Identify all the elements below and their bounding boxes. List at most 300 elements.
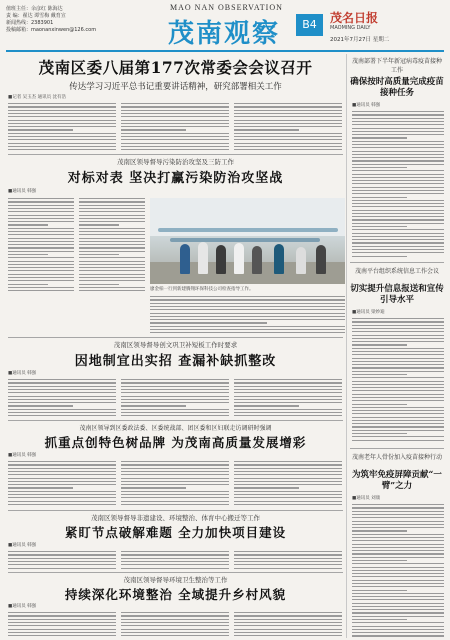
- body-text-line: [8, 478, 116, 479]
- body-text-line: [121, 615, 229, 616]
- body-text-line: [352, 521, 444, 522]
- body-text-line: [234, 615, 342, 616]
- body-text-line: [8, 491, 116, 492]
- photo-person: [274, 244, 284, 274]
- body-text-line: [8, 241, 74, 242]
- body-text-line: [121, 461, 229, 462]
- body-text-line: [121, 629, 229, 630]
- body-text-line: [234, 106, 342, 107]
- body-text-line: [8, 143, 116, 144]
- body-text-line: [352, 567, 444, 568]
- right-story1-kicker: 茂南部署下半年新冠病毒疫苗接种工作: [351, 58, 442, 74]
- body-text-line: [234, 392, 342, 393]
- body-text-line: [352, 239, 444, 240]
- body-text-line: [8, 484, 116, 485]
- body-text-line: [121, 501, 229, 502]
- body-text-line: [234, 415, 342, 416]
- body-text-line: [8, 558, 116, 559]
- right-story2-kicker: 茂南平台组织系统信息工作会议: [354, 268, 439, 275]
- right-story1-headline: 确保按时高质量完成疫苗接种任务: [350, 77, 444, 98]
- body-text-line: [8, 568, 116, 569]
- body-text-line: [79, 270, 145, 271]
- body-text-line: [352, 170, 444, 171]
- body-text-line: [79, 257, 145, 258]
- body-text-line: [352, 514, 444, 515]
- body-text-line: [121, 564, 229, 565]
- body-text-line: [352, 213, 444, 214]
- body-text-line: [352, 223, 444, 224]
- body-text-line: [352, 517, 444, 518]
- story3-byline: ■通讯员 韩强: [8, 371, 37, 376]
- body-text-line: [121, 619, 229, 620]
- body-text-line: [352, 426, 444, 427]
- body-text-line: [234, 464, 342, 465]
- body-text-line: [234, 564, 342, 565]
- body-text-line: [234, 468, 342, 469]
- body-text-line: [121, 478, 229, 479]
- body-text-line: [8, 264, 74, 265]
- body-text-line: [352, 377, 444, 378]
- body-text-line: [8, 116, 116, 117]
- story2-body-col2: [79, 196, 145, 292]
- section-divider: [8, 154, 343, 155]
- body-text-line: [8, 280, 74, 281]
- body-text-line: [352, 384, 444, 385]
- body-text-line: [8, 635, 116, 636]
- right-story3-body: [352, 502, 444, 638]
- body-text-line: [121, 497, 229, 498]
- body-text-line: [8, 612, 116, 613]
- body-text-line: [8, 201, 74, 202]
- body-text-line: [352, 193, 444, 194]
- story5-headline: 紧盯节点破解难题 全力加快项目建设: [64, 525, 287, 540]
- body-text-line: [352, 141, 444, 142]
- body-text-line: [234, 133, 342, 134]
- body-text-line: [352, 603, 444, 604]
- body-text-line: [352, 590, 407, 591]
- body-text-line: [234, 143, 342, 144]
- news-photo: [150, 198, 345, 284]
- editors-info: [6, 6, 96, 34]
- story5-body-col1: [8, 549, 116, 569]
- body-text-line: [79, 241, 145, 242]
- body-text-line: [352, 511, 444, 512]
- body-text-line: [352, 233, 444, 234]
- body-text-line: [8, 468, 116, 469]
- body-text-line: [121, 568, 229, 569]
- body-text-line: [234, 494, 342, 495]
- body-text-line: [121, 133, 229, 134]
- body-text-line: [352, 118, 444, 119]
- body-text-line: [234, 409, 342, 410]
- lead-headline: 茂南区委八届第177次常委会会议召开: [38, 58, 313, 77]
- body-text-line: [352, 440, 444, 441]
- body-text-line: [234, 501, 342, 502]
- body-text-line: [8, 146, 116, 147]
- body-text-line: [234, 568, 342, 569]
- body-text-line: [79, 287, 145, 288]
- body-text-line: [352, 219, 444, 220]
- body-text-line: [8, 284, 48, 285]
- body-text-line: [352, 200, 444, 201]
- body-text-line: [121, 487, 186, 488]
- body-text-line: [234, 474, 342, 475]
- body-text-line: [234, 461, 342, 462]
- body-text-line: [234, 139, 342, 140]
- body-text-line: [121, 382, 229, 383]
- body-text-line: [352, 430, 444, 431]
- body-text-line: [234, 612, 342, 613]
- body-text-line: [234, 402, 342, 403]
- newspaper-logo: 茂名日报: [330, 11, 379, 25]
- body-text-line: [8, 110, 116, 111]
- body-text-line: [352, 338, 444, 339]
- body-text-line: [352, 423, 444, 424]
- body-text-line: [79, 224, 119, 225]
- body-text-line: [352, 534, 444, 535]
- body-text-line: [121, 113, 229, 114]
- body-text-line: [234, 123, 342, 124]
- body-text-line: [234, 484, 342, 485]
- body-text-line: [8, 625, 116, 626]
- body-text-line: [8, 208, 74, 209]
- body-text-line: [8, 244, 74, 245]
- body-text-line: [352, 236, 444, 237]
- body-text-line: [121, 103, 229, 104]
- body-text-line: [79, 234, 145, 235]
- body-text-line: [121, 386, 229, 387]
- story5-byline: ■通讯员 韩强: [8, 543, 37, 548]
- section-divider: [8, 572, 343, 573]
- editors-line: 投稿邮箱：maonanxinwen@126.com: [6, 27, 97, 33]
- body-text-line: [8, 257, 74, 258]
- body-text-line: [352, 557, 444, 558]
- body-text-line: [352, 507, 444, 508]
- body-text-line: [8, 221, 74, 222]
- photo-person: [296, 247, 306, 274]
- body-text-line: [352, 206, 444, 207]
- body-text-line: [8, 103, 116, 104]
- photo-person: [252, 246, 262, 274]
- body-text-line: [79, 247, 145, 248]
- body-text-line: [352, 121, 444, 122]
- body-text-line: [8, 471, 116, 472]
- body-text-line: [352, 229, 444, 230]
- body-text-line: [352, 410, 444, 411]
- body-text-line: [8, 561, 116, 562]
- body-text-line: [121, 146, 229, 147]
- body-text-line: [121, 110, 229, 111]
- photo-pipe: [170, 238, 320, 242]
- body-text-line: [8, 501, 116, 502]
- body-text-line: [121, 389, 229, 390]
- body-text-line: [150, 332, 345, 333]
- body-text-line: [234, 146, 342, 147]
- page-number-badge: B4: [296, 14, 323, 36]
- right-story2-headline: 切实提升信息报送和宣传引导水平: [350, 284, 444, 305]
- body-text-line: [150, 319, 345, 320]
- body-text-line: [352, 157, 444, 158]
- body-text-line: [8, 129, 73, 130]
- body-text-line: [8, 198, 74, 199]
- editors-line: 新闻热线：2383901: [6, 20, 54, 26]
- body-text-line: [8, 211, 74, 212]
- body-text-line: [8, 494, 116, 495]
- body-text-line: [352, 331, 444, 332]
- body-text-line: [352, 249, 444, 250]
- body-text-line: [352, 413, 444, 414]
- body-text-line: [8, 113, 116, 114]
- story5-kicker: 茂南区领导督导非遗建设、环境整治、体育中心搬迁等工作: [91, 514, 260, 522]
- body-text-line: [352, 190, 444, 191]
- issue-date: 2021年7月27日 星期二: [330, 37, 390, 43]
- body-text-line: [352, 417, 444, 418]
- body-text-line: [352, 114, 444, 115]
- body-text-line: [352, 374, 407, 375]
- body-text-line: [8, 409, 116, 410]
- body-text-line: [150, 299, 345, 300]
- body-text-line: [8, 123, 116, 124]
- body-text-line: [234, 625, 342, 626]
- body-text-line: [352, 154, 444, 155]
- body-text-line: [234, 382, 342, 383]
- body-text-line: [234, 471, 342, 472]
- body-text-line: [79, 267, 145, 268]
- body-text-line: [150, 313, 345, 314]
- body-text-line: [352, 612, 444, 613]
- story5-body-col3: [234, 549, 342, 569]
- body-text-line: [234, 619, 342, 620]
- body-text-line: [79, 198, 145, 199]
- masthead-divider: [6, 50, 444, 52]
- body-text-line: [352, 524, 444, 525]
- body-text-line: [79, 274, 145, 275]
- body-text-line: [8, 629, 116, 630]
- body-text-line: [8, 474, 116, 475]
- body-text-line: [234, 129, 299, 130]
- body-text-line: [234, 136, 342, 137]
- story4-body-col2: [121, 459, 229, 507]
- body-text-line: [234, 386, 342, 387]
- body-text-line: [234, 551, 342, 552]
- body-text-line: [79, 264, 145, 265]
- right-story1-byline: ■通讯员 韩强: [352, 103, 381, 108]
- body-text-line: [352, 400, 444, 401]
- body-text-line: [121, 116, 229, 117]
- body-text-line: [121, 551, 229, 552]
- body-text-line: [352, 583, 444, 584]
- body-text-line: [352, 344, 407, 345]
- body-text-line: [79, 205, 145, 206]
- section-divider: [8, 510, 343, 511]
- body-text-line: [121, 471, 229, 472]
- body-text-line: [8, 238, 74, 239]
- body-text-line: [8, 554, 116, 555]
- body-text-line: [8, 267, 74, 268]
- body-text-line: [234, 113, 342, 114]
- body-text-line: [8, 126, 116, 127]
- body-text-line: [8, 290, 74, 291]
- body-text-line: [121, 123, 229, 124]
- body-text-line: [234, 622, 342, 623]
- body-text-line: [234, 635, 342, 636]
- body-text-line: [352, 563, 444, 564]
- body-text-line: [8, 389, 116, 390]
- body-text-line: [352, 586, 444, 587]
- story6-byline: ■通讯员 韩强: [8, 604, 37, 609]
- body-text-line: [234, 110, 342, 111]
- body-text-line: [352, 256, 407, 257]
- body-text-line: [8, 399, 116, 400]
- body-text-line: [352, 187, 444, 188]
- body-text-line: [79, 201, 145, 202]
- body-text-line: [352, 394, 444, 395]
- body-text-line: [150, 309, 345, 310]
- body-text-line: [8, 551, 116, 552]
- body-text-line: [8, 504, 116, 505]
- body-text-line: [8, 461, 116, 462]
- body-text-line: [352, 635, 444, 636]
- body-text-line: [352, 242, 444, 243]
- body-text-line: [352, 367, 444, 368]
- body-text-line: [234, 399, 342, 400]
- body-text-line: [234, 481, 342, 482]
- body-text-line: [352, 390, 444, 391]
- body-text-line: [79, 221, 145, 222]
- body-text-line: [234, 389, 342, 390]
- section-title: 茂南观察: [168, 19, 281, 49]
- body-text-line: [79, 218, 145, 219]
- body-text-line: [121, 139, 229, 140]
- body-text-line: [352, 609, 444, 610]
- body-text-line: [352, 407, 444, 408]
- body-text-line: [352, 128, 444, 129]
- body-text-line: [352, 547, 444, 548]
- body-text-line: [234, 561, 342, 562]
- body-text-line: [8, 564, 116, 565]
- story3-headline: 因地制宜出实招 查漏补缺抓整改: [74, 354, 277, 369]
- body-text-line: [121, 612, 229, 613]
- photo-person: [216, 245, 226, 274]
- body-text-line: [352, 210, 444, 211]
- body-text-line: [150, 326, 345, 327]
- body-text-line: [352, 619, 407, 620]
- body-text-line: [121, 554, 229, 555]
- body-text-line: [8, 254, 48, 255]
- body-text-line: [121, 474, 229, 475]
- body-text-line: [150, 306, 345, 307]
- lead-body-col2: [121, 101, 229, 151]
- body-text-line: [121, 106, 229, 107]
- story3-kicker: 茂南区领导督导创文巩卫补短板工作时要求: [113, 341, 238, 349]
- body-text-line: [121, 635, 229, 636]
- lead-subheadline: 传达学习习近平总书记重要讲话精神，研究部署相关工作: [69, 82, 282, 92]
- body-text-line: [352, 246, 444, 247]
- body-text-line: [352, 321, 444, 322]
- body-text-line: [79, 208, 145, 209]
- story3-body-col2: [121, 377, 229, 417]
- body-text-line: [8, 622, 116, 623]
- body-text-line: [8, 218, 74, 219]
- body-text-line: [352, 371, 444, 372]
- body-text-line: [8, 379, 116, 380]
- body-text-line: [8, 270, 74, 271]
- body-text-line: [352, 351, 444, 352]
- photo-person: [180, 244, 190, 274]
- body-text-line: [352, 527, 444, 528]
- body-text-line: [121, 396, 229, 397]
- body-text-line: [79, 290, 145, 291]
- body-text-line: [352, 177, 444, 178]
- body-text-line: [352, 599, 444, 600]
- story5-body-col2: [121, 549, 229, 569]
- story4-kicker: 茂南区领导到区委政法委、区委统战部、团区委和区妇联走访调研时强调: [79, 425, 272, 432]
- body-text-line: [79, 251, 145, 252]
- newspaper-english-name: MAOMING DAILY: [330, 25, 371, 31]
- body-text-line: [352, 626, 444, 627]
- body-text-line: [150, 316, 345, 317]
- body-text-line: [8, 396, 116, 397]
- body-text-line: [352, 164, 444, 165]
- section-divider: [350, 262, 444, 263]
- body-text-line: [79, 261, 145, 262]
- body-text-line: [234, 103, 342, 104]
- body-text-line: [121, 126, 229, 127]
- body-text-line: [8, 287, 74, 288]
- story6-body-col2: [121, 610, 229, 638]
- body-text-line: [352, 151, 444, 152]
- body-text-line: [121, 405, 186, 406]
- body-text-line: [352, 137, 407, 138]
- body-text-line: [150, 296, 345, 297]
- right-story2-byline: ■通讯员 梁妙迪: [352, 310, 385, 315]
- right-story2-body: [352, 316, 444, 444]
- body-text-line: [352, 134, 444, 135]
- body-text-line: [8, 632, 116, 633]
- body-text-line: [352, 629, 444, 630]
- body-text-line: [352, 616, 444, 617]
- body-text-line: [8, 139, 116, 140]
- body-text-line: [8, 234, 74, 235]
- body-text-line: [234, 116, 342, 117]
- body-text-line: [8, 133, 116, 134]
- body-text-line: [8, 382, 116, 383]
- body-text-line: [234, 491, 342, 492]
- body-text-line: [121, 494, 229, 495]
- story3-body-col3: [234, 377, 342, 417]
- body-text-line: [121, 143, 229, 144]
- body-text-line: [8, 149, 116, 150]
- body-text-line: [8, 464, 116, 465]
- right-story3-kicker: 茂南老年人骨份加入疫苗接种行动: [351, 454, 442, 461]
- body-text-line: [121, 504, 229, 505]
- story4-byline: ■通讯员 韩强: [8, 453, 37, 458]
- body-text-line: [121, 120, 229, 121]
- body-text-line: [352, 606, 444, 607]
- body-text-line: [121, 136, 229, 137]
- editors-line: 责 编：翟达 谭雪梅 戴育宣: [6, 13, 66, 19]
- lead-body-col1: [8, 101, 116, 151]
- body-text-line: [8, 231, 74, 232]
- body-text-line: [352, 364, 444, 365]
- body-text-line: [352, 183, 444, 184]
- body-text-line: [352, 348, 444, 349]
- editors-line: 值班主任：余彦红 陈海达: [6, 6, 63, 12]
- body-text-line: [8, 106, 116, 107]
- body-text-line: [352, 420, 444, 421]
- body-text-line: [150, 322, 267, 323]
- body-text-line: [234, 487, 299, 488]
